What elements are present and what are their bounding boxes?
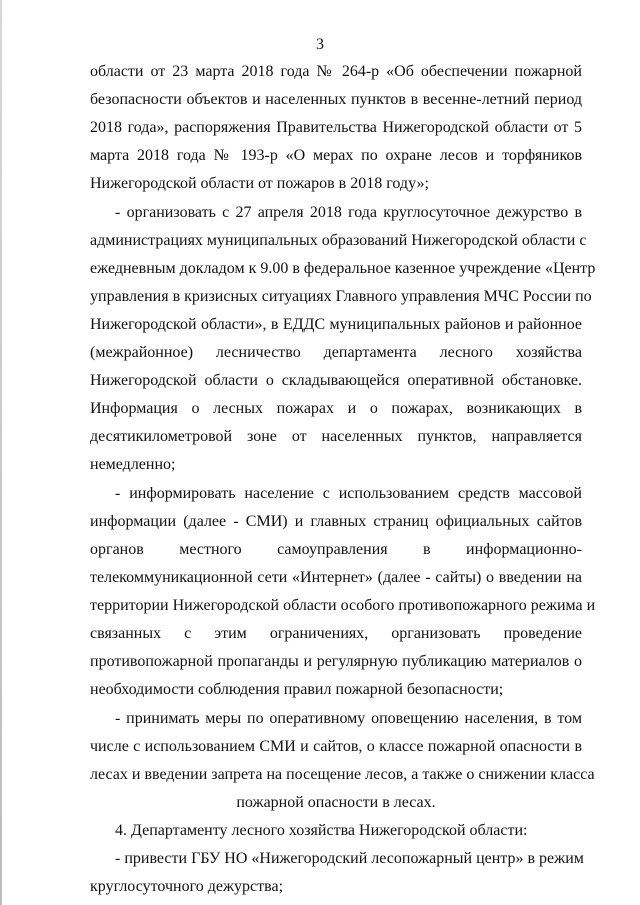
text-line: информации (далее - СМИ) и главных страниц официальных сайтов xyxy=(90,513,582,530)
text-line: телекоммуникационной сети «Интернет» (далее - сайты) о введении на xyxy=(90,569,582,586)
text-line: Информация о лесных пожарах и о пожарах, возникающих в xyxy=(90,400,582,417)
text-line: - информировать население с использованием средств массовой xyxy=(115,485,582,502)
text-line: (межрайонное) лесничество департамента лесного хозяйства xyxy=(90,344,582,361)
text-line: десятикилометровой зоне от населенных пунктов, направляется xyxy=(90,428,582,445)
text-line: администрациях муниципальных образований Нижегородской области с xyxy=(90,232,587,249)
text-line: Нижегородской области», в ЕДДС муниципальных районов и районное xyxy=(90,316,582,333)
text-line: 2018 года», распоряжения Правительства Нижегородской области от 5 xyxy=(90,119,582,136)
text-line: противопожарной пропаганды и регулярную публикацию материалов о xyxy=(90,653,582,670)
text-line: необходимости соблюдения правил пожарной безопасности; xyxy=(90,681,504,698)
text-line: безопасности объектов и населенных пунктов в весенне-летний период xyxy=(90,91,582,108)
text-line: ежедневным докладом к 9.00 в федеральное казенное учреждение «Центр xyxy=(90,260,596,277)
text-line: Нижегородской области о складывающейся оперативной обстановке. xyxy=(90,372,582,389)
text-line: марта 2018 года № 193-р «О мерах по охране лесов и торфяников xyxy=(90,147,582,164)
scan-edge xyxy=(0,0,2,905)
text-line: управления в кризисных ситуациях Главного управления МЧС России по xyxy=(90,288,592,305)
text-line: пожарной опасности в лесах. xyxy=(236,794,436,811)
text-line: области от 23 марта 2018 года № 264-р «Об обеспечении пожарной xyxy=(90,63,582,80)
text-line: территории Нижегородской области особого противопожарного режима и xyxy=(90,597,596,614)
section-heading: 4. Департаменту лесного хозяйства Нижегородской области: xyxy=(115,822,528,839)
text-line: связанных с этим ограничениях, организовать проведение xyxy=(90,625,582,642)
text-line: немедленно; xyxy=(90,456,176,473)
text-line: - привести ГБУ НО «Нижегородский лесопожарный центр» в режим xyxy=(115,850,584,867)
text-line: лесах и введении запрета на посещение лесов, а также о снижении класса xyxy=(90,766,595,783)
text-line: числе с использованием СМИ и сайтов, о классе пожарной опасности в xyxy=(90,738,582,755)
text-line: круглосуточного дежурства; xyxy=(90,878,284,895)
page-number: 3 xyxy=(316,36,324,53)
text-line: Нижегородской области от пожаров в 2018 году»; xyxy=(90,175,429,192)
text-line: - организовать с 27 апреля 2018 года круглосуточное дежурство в xyxy=(115,204,582,221)
text-line: - принимать меры по оперативному оповещению населения, в том xyxy=(115,710,582,727)
text-line: органов местного самоуправления в информационно- xyxy=(90,541,582,558)
